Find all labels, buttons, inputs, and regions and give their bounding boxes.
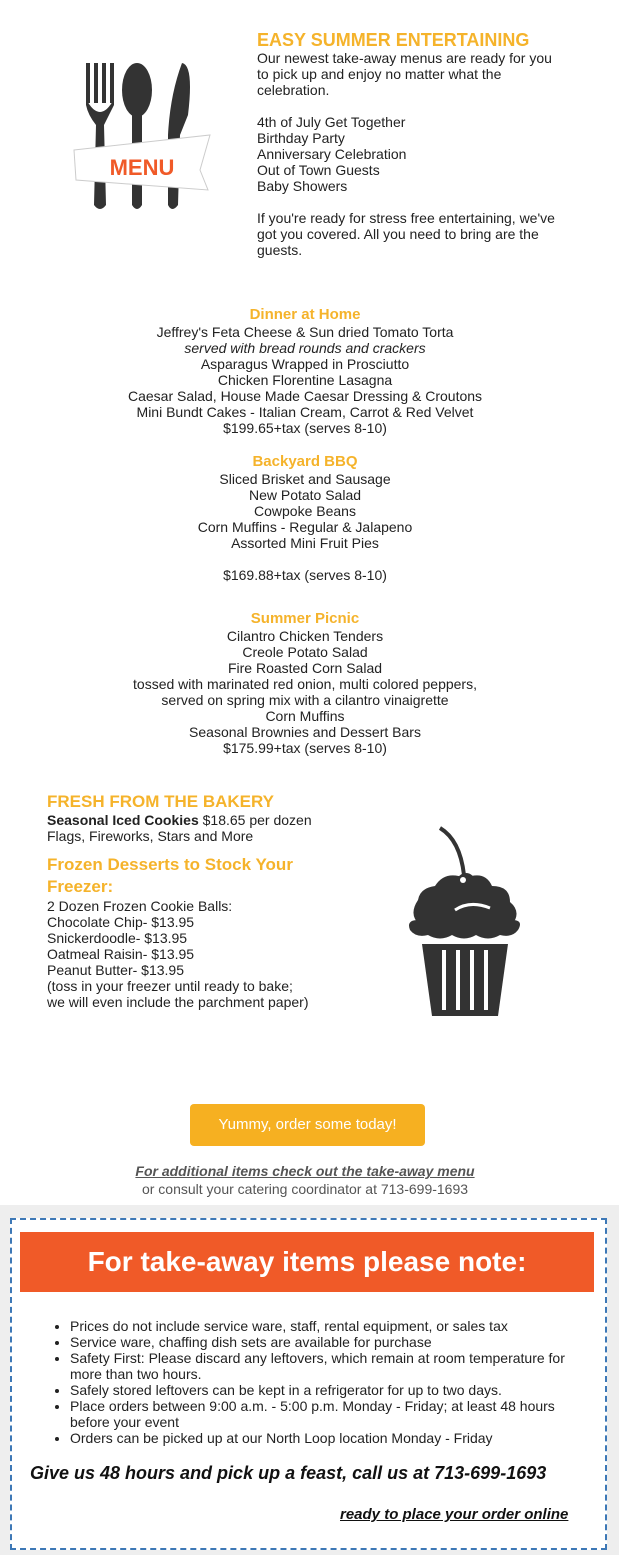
note-bullet: • Safety First: Please discard any leftovers, which remain at room temperature for more than two hours. [70,1350,594,1382]
menu-item: Caesar Salad, House Made Caesar Dressing & Croutons [127,388,483,404]
menu-item: served with bread rounds and crackers [184,340,426,356]
menu-item: Cowpoke Beans [254,503,356,519]
menu-title: Backyard BBQ [252,453,358,470]
frozen-line: Oatmeal Raisin- $13.95 [47,946,195,962]
bakery-block [47,792,347,1010]
menu-summer-picnic [0,610,610,756]
menu-item: Creole Potato Salad [242,644,368,660]
cookies-name: Seasonal Iced Cookies [47,812,199,828]
menu-backyard-bbq [0,453,610,583]
intro-closing: If you're ready for stress free entertaining, we've [257,210,555,226]
note-bullet: • Prices do not include service ware, staff, rental equipment, or sales tax [70,1318,594,1334]
menu-item: Mini Bundt Cakes - Italian Cream, Carrot & Red Velvet [136,404,474,420]
utensils-icon [70,55,215,220]
call-text: Give us 48 hours and pick up a feast, call us at 713-699-1693 [30,1463,547,1483]
consult-text: or consult your catering coordinator at 713-699-1693 [141,1181,469,1197]
menu-item: tossed with marinated red onion, multi colored peppers, [133,676,477,692]
menu-price: $199.65+tax (serves 8-10) [223,420,387,436]
menu-item: Cilantro Chicken Tenders [226,628,384,644]
menu-item: Corn Muffins [265,708,345,724]
menu-item: Corn Muffins - Regular & Jalapeno [197,519,413,535]
take-away-menu-link[interactable]: For additional items check out the take-away menu [135,1163,475,1179]
logo-text: MENU [109,155,175,180]
order-online-link[interactable]: ready to place your order online [340,1506,569,1523]
menu-title: Dinner at Home [249,306,361,323]
note-banner: For take-away items please note: [20,1232,594,1292]
menu-price: $175.99+tax (serves 8-10) [223,740,387,756]
menu-item: Chicken Florentine Lasagna [217,372,393,388]
frozen-line: Chocolate Chip- $13.95 [47,914,195,930]
cookies-price: $18.65 per dozen [202,812,312,828]
menu-item: Assorted Mini Fruit Pies [231,535,379,551]
occasion-item: 4th of July Get Together [257,114,406,130]
intro-closing: guests. [257,242,303,258]
cupcake-icon [400,820,530,1020]
occasion-item: Anniversary Celebration [257,146,407,162]
cookies-line [47,812,347,828]
menu-title: Summer Picnic [250,610,360,627]
frozen-line: (toss in your freezer until ready to bake; [47,978,293,994]
frozen-line: Snickerdoodle- $13.95 [47,930,188,946]
menu-item: Asparagus Wrapped in Prosciutto [200,356,410,372]
menu-item: Seasonal Brownies and Dessert Bars [189,724,421,740]
menu-item: Jeffrey's Feta Cheese & Sun dried Tomato Torta [156,324,454,340]
bakery-title: FRESH FROM THE BAKERY [47,792,274,811]
menu-item: Sliced Brisket and Sausage [219,471,391,487]
order-button[interactable]: Yummy, order some today! [190,1104,425,1146]
intro-line: to pick up and enjoy no matter what the [257,66,502,82]
menu-item: Fire Roasted Corn Salad [227,660,383,676]
note-list [20,1318,594,1446]
menu-dinner-at-home [0,306,610,436]
intro-closing: got you covered. All you need to bring are the [257,226,539,242]
note-bullet: • Safely stored leftovers can be kept in a refrigerator for up to two days. [70,1382,594,1398]
frozen-title-2: Freezer: [47,877,114,896]
menu-item: New Potato Salad [248,487,362,503]
additional-items [0,1163,610,1197]
occasion-item: Baby Showers [257,178,348,194]
frozen-line: we will even include the parchment paper) [47,994,309,1010]
occasion-item: Out of Town Guests [257,162,380,178]
intro-line: Our newest take-away menus are ready for you [257,50,552,66]
menu-logo [70,55,215,220]
note-bullet: • Place orders between 9:00 a.m. - 5:00 p.m. Monday - Friday; at least 48 hours before your event [70,1398,594,1430]
occasion-item: Birthday Party [257,130,345,146]
intro-line: celebration. [257,82,330,98]
menu-item: served on spring mix with a cilantro vinaigrette [161,692,449,708]
frozen-title: Frozen Desserts to Stock Your [47,855,293,874]
menu-price: $169.88+tax (serves 8-10) [223,567,387,583]
intro-title: EASY SUMMER ENTERTAINING [257,30,530,50]
cookies-desc: Flags, Fireworks, Stars and More [47,828,254,844]
intro-block [257,30,597,258]
note-bullet: • Service ware, chaffing dish sets are available for purchase [70,1334,594,1350]
frozen-line: Peanut Butter- $13.95 [47,962,184,978]
frozen-line: 2 Dozen Frozen Cookie Balls: [47,898,233,914]
note-bullet: • Orders can be picked up at our North Loop location Monday - Friday [70,1430,594,1446]
